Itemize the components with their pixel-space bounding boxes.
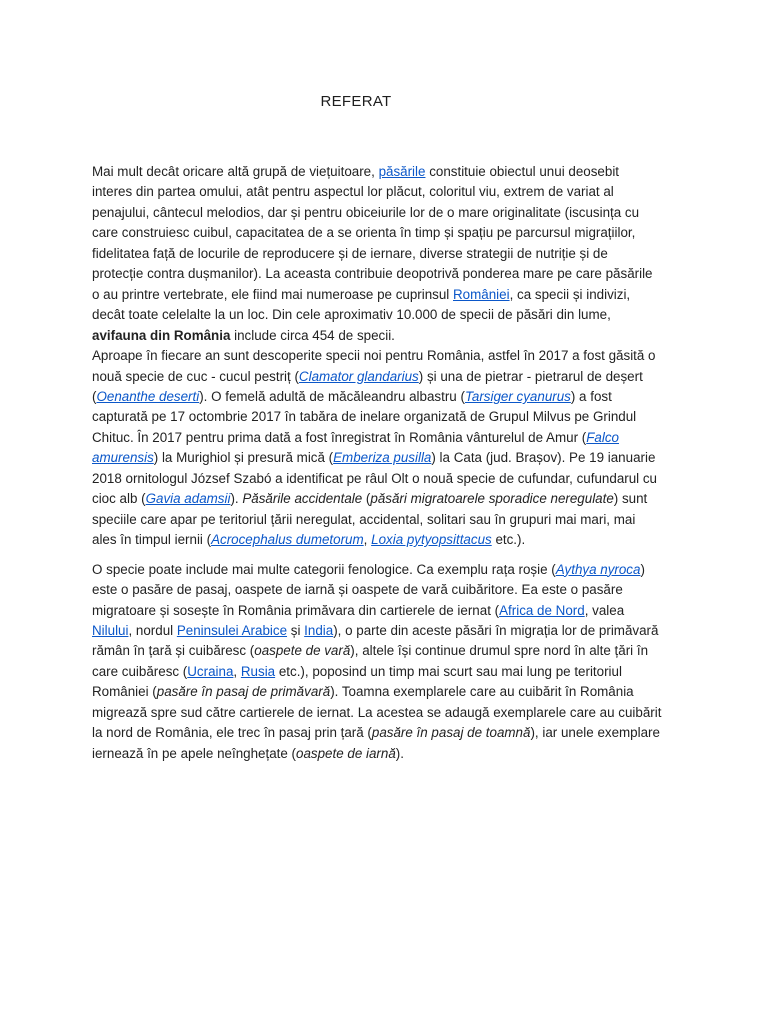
inline-link[interactable]: României bbox=[453, 286, 510, 302]
text-run: ) la Cata (jud. Brașov). Pe 19 ianuarie 2018 ornitologul József Szabó a identificat pe râul Olt o nouă specie de cufundar, cufundarul cu cioc alb ( bbox=[92, 450, 658, 507]
inline-link[interactable]: păsările bbox=[378, 164, 426, 179]
text-run: ), iar unele exemplare iernează în pe apele neînghețate ( bbox=[92, 725, 660, 761]
inline-link[interactable]: Acrocephalus dumetorum bbox=[211, 532, 364, 548]
text-run: ) la Murighiol și presură mică ( bbox=[153, 450, 334, 466]
text-run: ), altele își continue drumul spre nord în alte țări în care cuibăresc ( bbox=[92, 643, 649, 679]
text-run: constituie obiectul unui deosebit interes din partea omului, atât pentru aspectul lor plăcut, coloritul viu, extrem de variat al penajului, cântecul melodios, dar și pentru obiceiurile lor de o mare originalitate (iscusința cu care construiesc cuibul, capacitatea de a se orienta în timp și spațiu pe parcursul migrațiilor, fidelitatea față de locurile de reproducere și de iernare, diverse strategii de nutriție și de protecție contra dușmanilor). La aceasta contribuie deopotrivă ponderea mare pe care păsările o au printre vertebrate, ele fiind mai numeroase pe cuprinsul bbox=[92, 164, 653, 302]
italic-text: oaspete de iarnă bbox=[296, 745, 396, 761]
text-run: ). bbox=[230, 491, 243, 507]
inline-link[interactable]: Rusia bbox=[240, 663, 276, 679]
text-run: ( bbox=[362, 491, 371, 507]
document-body bbox=[92, 162, 662, 764]
inline-link[interactable]: Ucraina bbox=[187, 663, 234, 679]
italic-text: păsări migratoarele sporadice neregulate bbox=[370, 491, 614, 507]
text-run: , bbox=[233, 663, 241, 679]
italic-text: pasăre în pasaj de primăvară bbox=[156, 684, 331, 700]
text-run: ) a fost capturată pe 17 octombrie 2017 în tabăra de inelare organizată de Grupul Milvus pe Grindul Chituc. În 2017 pentru prima dată a fost înregistrat în România vânturelul de Amur ( bbox=[92, 388, 637, 445]
text-run: și bbox=[287, 622, 305, 638]
text-run: ) și una de pietrar - pietrarul de deșert ( bbox=[92, 368, 643, 404]
text-run: Mai mult decât oricare altă grupă de viețuitoare, bbox=[92, 164, 379, 179]
text-run: , nordul bbox=[128, 622, 177, 638]
inline-link[interactable]: Peninsulei Arabice bbox=[176, 622, 288, 638]
inline-link[interactable]: Loxia pytyopsittacus bbox=[371, 532, 492, 548]
text-run: Aproape în fiecare an sunt descoperite specii noi pentru România, astfel în 2017 a fost găsită o nouă specie de cuc - cucul pestriț ( bbox=[92, 348, 656, 384]
text-run: ). Toamna exemplarele care au cuibărit în România migrează spre sud către cartierele de iernat. La acestea se adaugă exemplarele care au cuibărit la nord de România, ele trec în pasaj prin țară ( bbox=[92, 684, 662, 741]
text-run: ). O femelă adultă de măcăleandru albastru ( bbox=[199, 388, 465, 404]
body-paragraph bbox=[92, 346, 662, 551]
text-run: include circa 454 de specii. bbox=[230, 327, 395, 343]
body-paragraph bbox=[92, 162, 662, 346]
text-run: , bbox=[363, 532, 372, 548]
inline-link[interactable]: Falco amurensis bbox=[92, 429, 619, 466]
body-paragraph bbox=[92, 560, 662, 765]
text-run: O specie poate include mai multe categorii fenologice. Ca exemplu rața roșie ( bbox=[92, 561, 556, 577]
text-run: , ca specii și indivizi, decât toate celelalte la un loc. Din cele aproximativ 10.000 de specii de păsări din lume, bbox=[92, 286, 631, 323]
inline-link[interactable]: Tarsiger cyanurus bbox=[464, 388, 571, 404]
document-title: REFERAT bbox=[320, 93, 392, 110]
italic-text: oaspete de vară bbox=[254, 643, 351, 659]
inline-link[interactable]: India bbox=[304, 622, 334, 638]
inline-link[interactable]: Aythya nyroca bbox=[555, 561, 641, 577]
inline-link[interactable]: Clamator glandarius bbox=[298, 368, 419, 384]
bold-text: avifauna din România bbox=[92, 327, 231, 343]
text-run: , valea bbox=[584, 602, 625, 618]
text-run: ) sunt speciile care apar pe teritoriul țării neregulat, accidental, solitari sau în grupuri mai mari, mai ales în timpul iernii ( bbox=[92, 491, 648, 548]
inline-link[interactable]: Oenanthe deserti bbox=[96, 388, 200, 404]
inline-link[interactable]: Emberiza pusilla bbox=[333, 450, 432, 466]
text-run: etc.), poposind un timp mai scurt sau mai lung pe teritoriul României ( bbox=[92, 663, 622, 700]
text-run: ), o parte din aceste păsări în migrația lor de primăvară rămân în țară și cuibăresc ( bbox=[92, 622, 659, 659]
inline-link[interactable]: Gavia adamsii bbox=[145, 491, 231, 507]
inline-link[interactable]: Nilului bbox=[92, 622, 129, 638]
italic-text: Păsările accidentale bbox=[242, 491, 363, 507]
italic-text: pasăre în pasaj de toamnă bbox=[371, 725, 531, 741]
text-run: ) este o pasăre de pasaj, oaspete de iarnă și oaspete de vară cuibăritore. Ea este o pasăre migratoare și sosește în România primăvara din cartierele de iernat ( bbox=[92, 561, 645, 618]
inline-link[interactable]: Africa de Nord bbox=[499, 602, 585, 618]
text-run: ). bbox=[395, 745, 404, 761]
text-run: etc.). bbox=[491, 532, 526, 548]
